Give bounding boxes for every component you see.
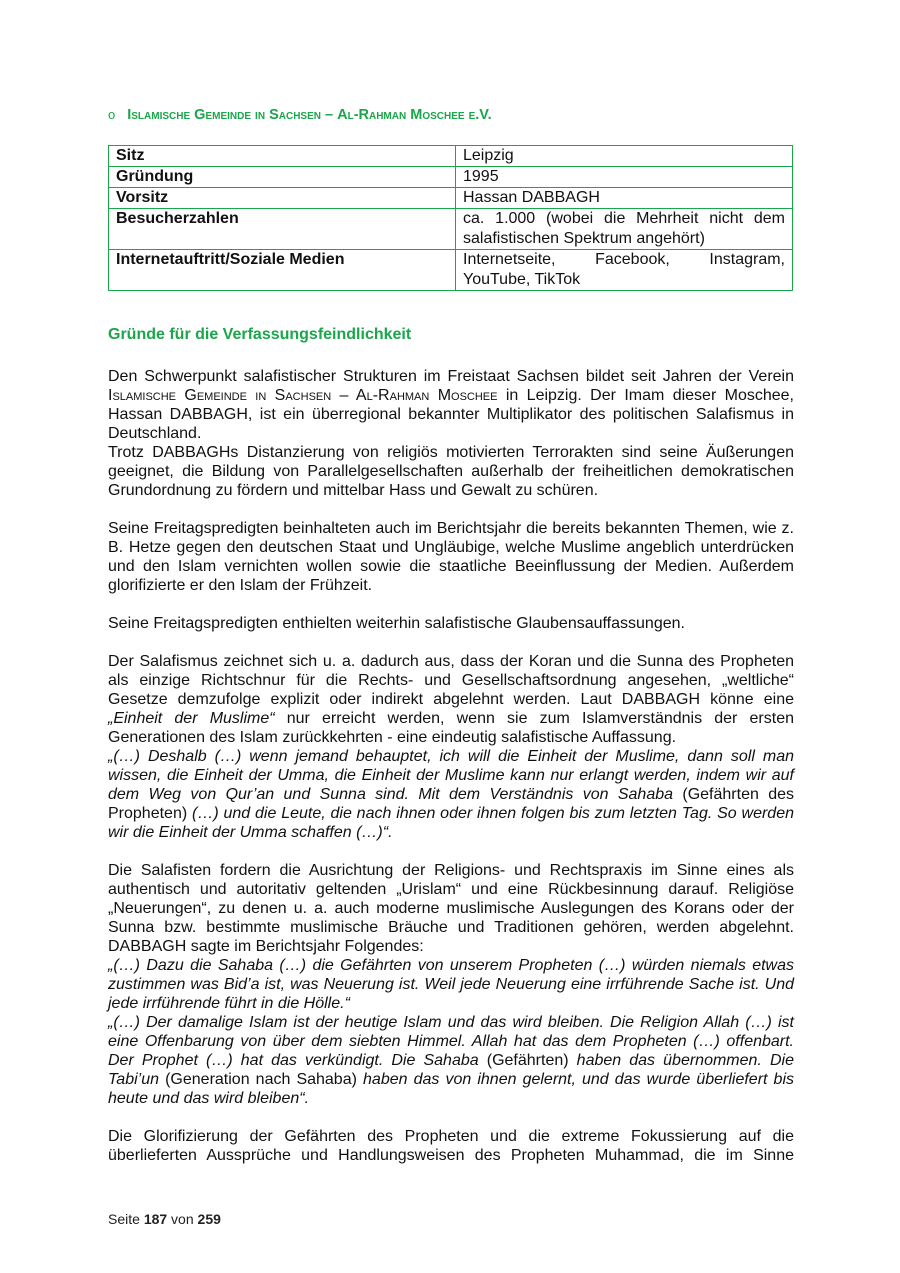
text-run: Der Salafismus zeichnet sich u. a. dadurch aus, dass der Koran und die Sunna des Propheten als einzige Richtschnur für die Rechts- und Gesellschaftsordnung angesehen, „weltliche“ Gesetze demzufolge explizit oder indirekt abgelehnt werden. Laut DABBAGH könne eine xyxy=(108,653,794,708)
org-name-part2: Al-Rahman Moschee e.V. xyxy=(337,107,492,123)
row-label: Besucherzahlen xyxy=(109,209,456,250)
row-value: ca. 1.000 (wobei die Mehrheit nicht dem salafistischen Spektrum angehört) xyxy=(456,209,793,250)
text-run: Den Schwerpunkt salafistischer Strukturen im Freistaat Sachsen bildet seit Jahren der Verein xyxy=(108,368,794,385)
row-value: 1995 xyxy=(456,167,793,188)
quote-paragraph xyxy=(108,1013,794,1108)
paragraph xyxy=(108,367,794,443)
row-label: Gründung xyxy=(109,167,456,188)
row-value: Internetseite, Facebook, Instagram, YouTube, TikTok xyxy=(456,250,793,291)
body-text xyxy=(108,367,794,1165)
bullet-icon: o xyxy=(108,107,116,122)
table-row xyxy=(109,167,793,188)
quote-text: haben das übernommen. Die Tabi’un xyxy=(108,1052,794,1088)
quote-text: haben das von ihnen gelernt, und das wurde überliefert bis heute und das wird bleiben“. xyxy=(108,1071,794,1107)
quote-paragraph xyxy=(108,956,794,1013)
table-row xyxy=(109,146,793,167)
footer-middle: von xyxy=(167,1211,198,1227)
paragraph xyxy=(108,652,794,747)
org-name-dash: – xyxy=(320,107,338,123)
row-label: Vorsitz xyxy=(109,188,456,209)
table-row xyxy=(109,250,793,291)
quote-text: „(…) Dazu die Sahaba (…) die Gefährten von unserem Propheten (…) würden niemals etwas zustimmen was Bid’a ist, was Neuerung ist. Weil jede Neuerung eine irrführende Sache ist. Und jede irrführende führt in die Hölle.“ xyxy=(108,957,794,1012)
row-value: Leipzig xyxy=(456,146,793,167)
emphasis-quote: „Einheit der Muslime“ xyxy=(108,710,275,727)
quote-paragraph xyxy=(108,747,794,842)
paragraph: Seine Freitagspredigten beinhalteten auch im Berichtsjahr die bereits bekannten Themen, wie z. B. Hetze gegen den deutschen Staat und Ungläubige, welche Muslime angeblich unterdrücken und den Islam vernichten wollen sowie die staatliche Beeinflussung der Medien. Außerdem glorifizierte er den Islam der Frühzeit. xyxy=(108,520,794,594)
paragraph: Die Glorifizierung der Gefährten des Propheten und die extreme Fokussierung auf die überlieferten Aussprüche und Handlungsweisen des Propheten Muhammad, die im Sinne xyxy=(108,1128,794,1164)
footer-prefix: Seite xyxy=(108,1211,144,1227)
row-label: Sitz xyxy=(109,146,456,167)
text-run: in Leipzig. Der Imam dieser Moschee, Hassan DABBAGH, ist ein überregional bekannter Multiplikator des politischen Salafismus in Deutschland. xyxy=(108,387,795,442)
table-row xyxy=(109,188,793,209)
text-run: (Gefährten des Propheten) xyxy=(108,786,795,822)
row-label: Internetauftritt/Soziale Medien xyxy=(109,250,456,291)
paragraph: Trotz DABBAGHs Distanzierung von religiös motivierten Terrorakten sind seine Äußerungen geeignet, die Bildung von Parallelgesellschaften außerhalb der freiheitlichen demokratischen Grundordnung zu fördern und mittelbar Hass und Gewalt zu schüren. xyxy=(108,444,794,499)
page-footer xyxy=(108,1211,221,1227)
quote-text: „(…) Deshalb (…) wenn jemand behauptet, ich will die Einheit der Muslime, dann soll man wissen, die Einheit der Umma, die Einheit der Muslime kann nur erlangt werden, indem wir auf dem Weg von Qur’an und Sunna sind. Mit dem Verständnis von Sahaba xyxy=(108,748,794,803)
section-subheading: Gründe für die Verfassungsfeindlichkeit xyxy=(108,326,412,343)
page-total: 259 xyxy=(197,1211,221,1227)
table-row xyxy=(109,209,793,250)
quote-text: „(…) Der damalige Islam ist der heutige Islam und das wird bleiben. Die Religion Allah (…) ist eine Offenbarung von über dem siebten Himmel. Allah hat das dem Propheten (…) offenbart. Der Prophet (…) hat das verkündigt. Die Sahaba xyxy=(108,1014,794,1069)
page-number: 187 xyxy=(143,1211,168,1227)
text-run: nur erreicht werden, wenn sie zum Islamverständnis der ersten Generationen des Islam zurückkehrten - eine eindeutig salafistische Auffassung. xyxy=(108,710,795,746)
paragraph: Die Salafisten fordern die Ausrichtung der Religions- und Rechtspraxis im Sinne eines als authentisch und autoritativ geltenden „Urislam“ und eine Rückbesinnung darauf. Religiöse „Neuerungen“, zu denen u. a. auch moderne muslimische Auslegungen des Korans oder der Sunna bzw. bestimmte muslimische Bräuche und Traditionen gehören, werden abgelehnt. DABBAGH sagte im Berichtsjahr Folgendes: xyxy=(108,862,794,955)
section-heading xyxy=(108,107,492,123)
text-run: (Generation nach Sahaba) xyxy=(159,1071,364,1088)
org-name-part1: Islamische Gemeinde in Sachsen xyxy=(127,107,321,123)
quote-text: (…) und die Leute, die nach ihnen oder ihnen folgen bis zum letzten Tag. So werden wir die Einheit der Umma schaffen (…)“. xyxy=(108,805,794,841)
row-value: Hassan DABBAGH xyxy=(456,188,793,209)
org-name-inline: Islamische Gemeinde in Sachsen – Al-Rahman Moschee xyxy=(108,387,498,404)
text-run: (Gefährten) xyxy=(478,1052,577,1069)
paragraph: Seine Freitagspredigten enthielten weiterhin salafistische Glaubensauffassungen. xyxy=(108,615,685,632)
organization-info-table xyxy=(108,145,793,291)
